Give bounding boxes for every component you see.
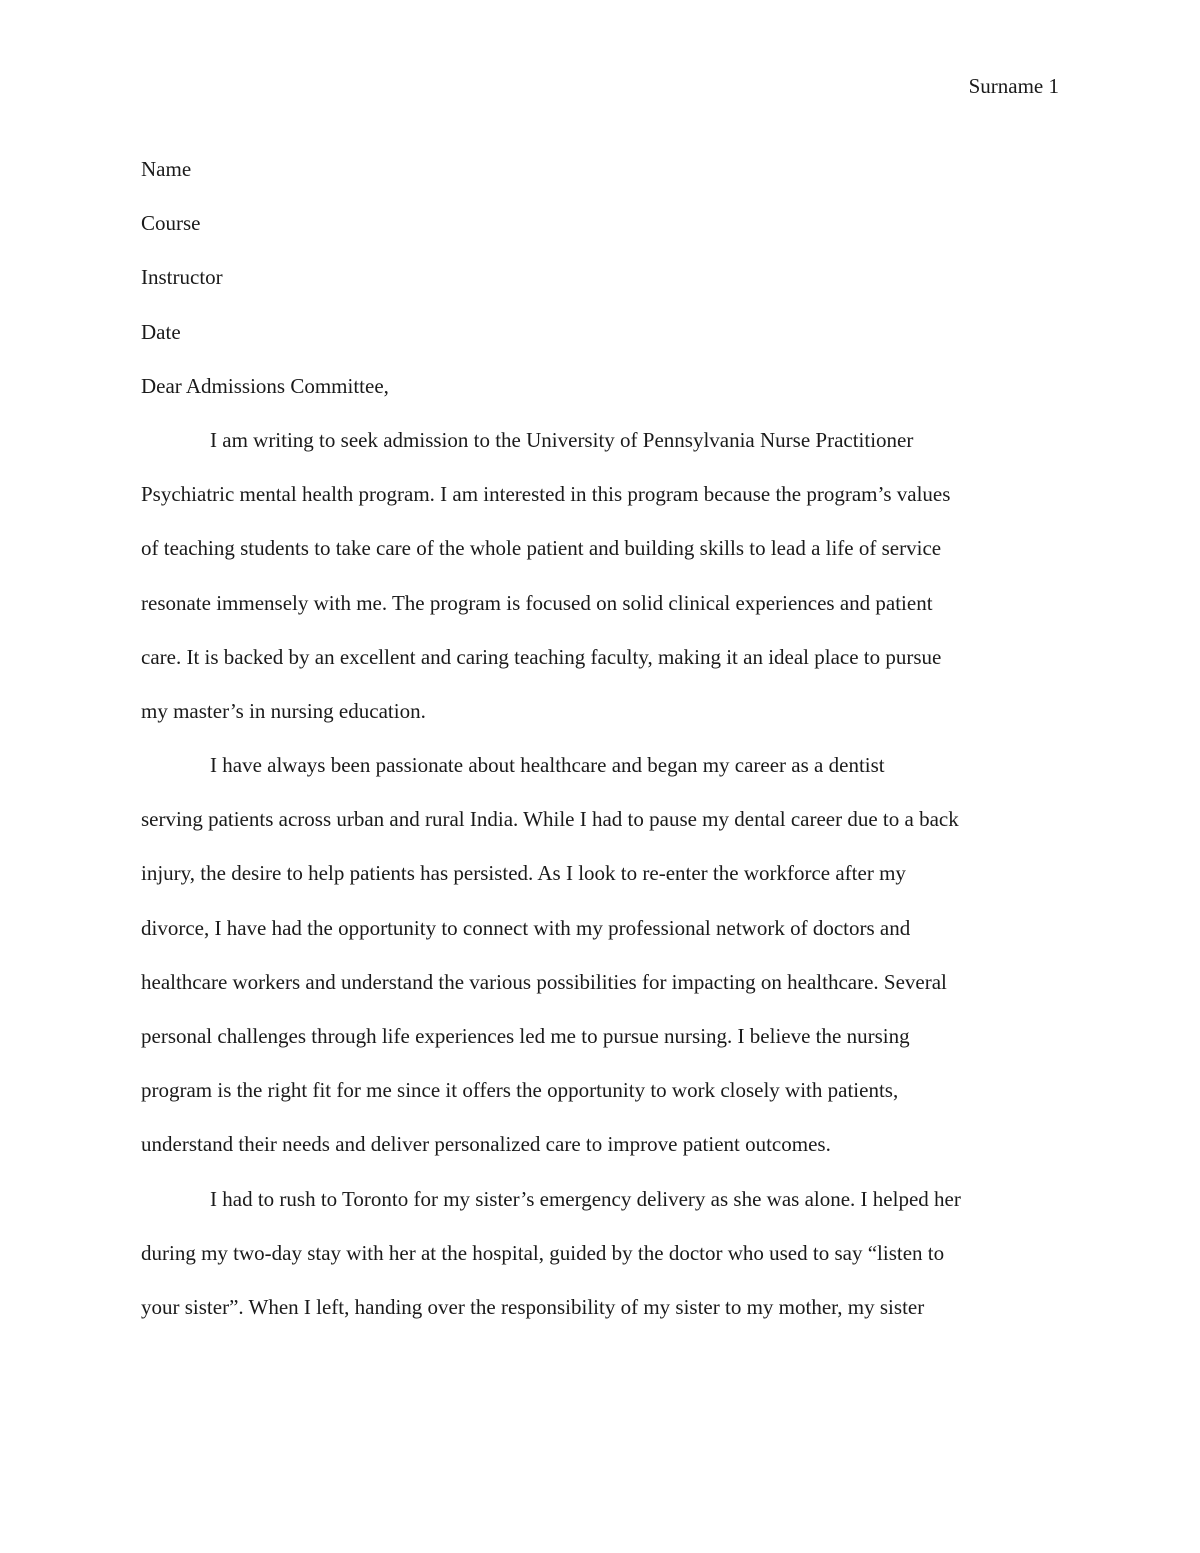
document-body bbox=[141, 142, 1059, 1334]
paragraph-line: my master’s in nursing education. bbox=[141, 698, 426, 723]
paragraph-line: personal challenges through life experiences led me to pursue nursing. I believe the nursing bbox=[141, 1024, 910, 1048]
paragraph-2 bbox=[141, 738, 1059, 1172]
running-head: Surname 1 bbox=[968, 74, 1059, 98]
paragraph-line: I am writing to seek admission to the University of Pennsylvania Nurse Practitioner bbox=[210, 427, 914, 452]
paragraph-line: serving patients across urban and rural India. While I had to pause my dental career due to a back bbox=[141, 807, 959, 832]
paragraph-line: healthcare workers and understand the various possibilities for impacting on healthcare. Several bbox=[141, 969, 947, 994]
paragraph-line: program is the right fit for me since it offers the opportunity to work closely with patients, bbox=[141, 1078, 899, 1103]
heading-name: Name bbox=[141, 157, 192, 181]
paragraph-line: your sister”. When I left, handing over the responsibility of my sister to my mother, my sister bbox=[141, 1294, 925, 1319]
paragraph-1 bbox=[141, 413, 1059, 738]
paragraph-line: I have always been passionate about healthcare and began my career as a dentist bbox=[210, 753, 885, 778]
heading-date: Date bbox=[141, 319, 181, 344]
heading-course: Course bbox=[141, 211, 201, 236]
heading-instructor: Instructor bbox=[141, 265, 223, 290]
paragraph-line: injury, the desire to help patients has persisted. As I look to re-enter the workforce after my bbox=[141, 861, 906, 886]
paragraph-line: understand their needs and deliver personalized care to improve patient outcomes. bbox=[141, 1132, 831, 1157]
salutation: Dear Admissions Committee, bbox=[141, 373, 389, 398]
paragraph-line: Psychiatric mental health program. I am interested in this program because the program’s values bbox=[141, 482, 951, 507]
paragraph-line: I had to rush to Toronto for my sister’s emergency delivery as she was alone. I helped her bbox=[210, 1186, 961, 1211]
paragraph-line: divorce, I have had the opportunity to connect with my professional network of doctors and bbox=[141, 915, 911, 940]
paragraph-line: of teaching students to take care of the whole patient and building skills to lead a life of service bbox=[141, 536, 942, 561]
paragraph-3 bbox=[141, 1172, 1059, 1335]
paragraph-line: care. It is backed by an excellent and caring teaching faculty, making it an ideal place to pursue bbox=[141, 644, 942, 669]
paragraph-line: during my two-day stay with her at the hospital, guided by the doctor who used to say “listen to bbox=[141, 1240, 945, 1265]
paragraph-line: resonate immensely with me. The program is focused on solid clinical experiences and patient bbox=[141, 590, 933, 615]
